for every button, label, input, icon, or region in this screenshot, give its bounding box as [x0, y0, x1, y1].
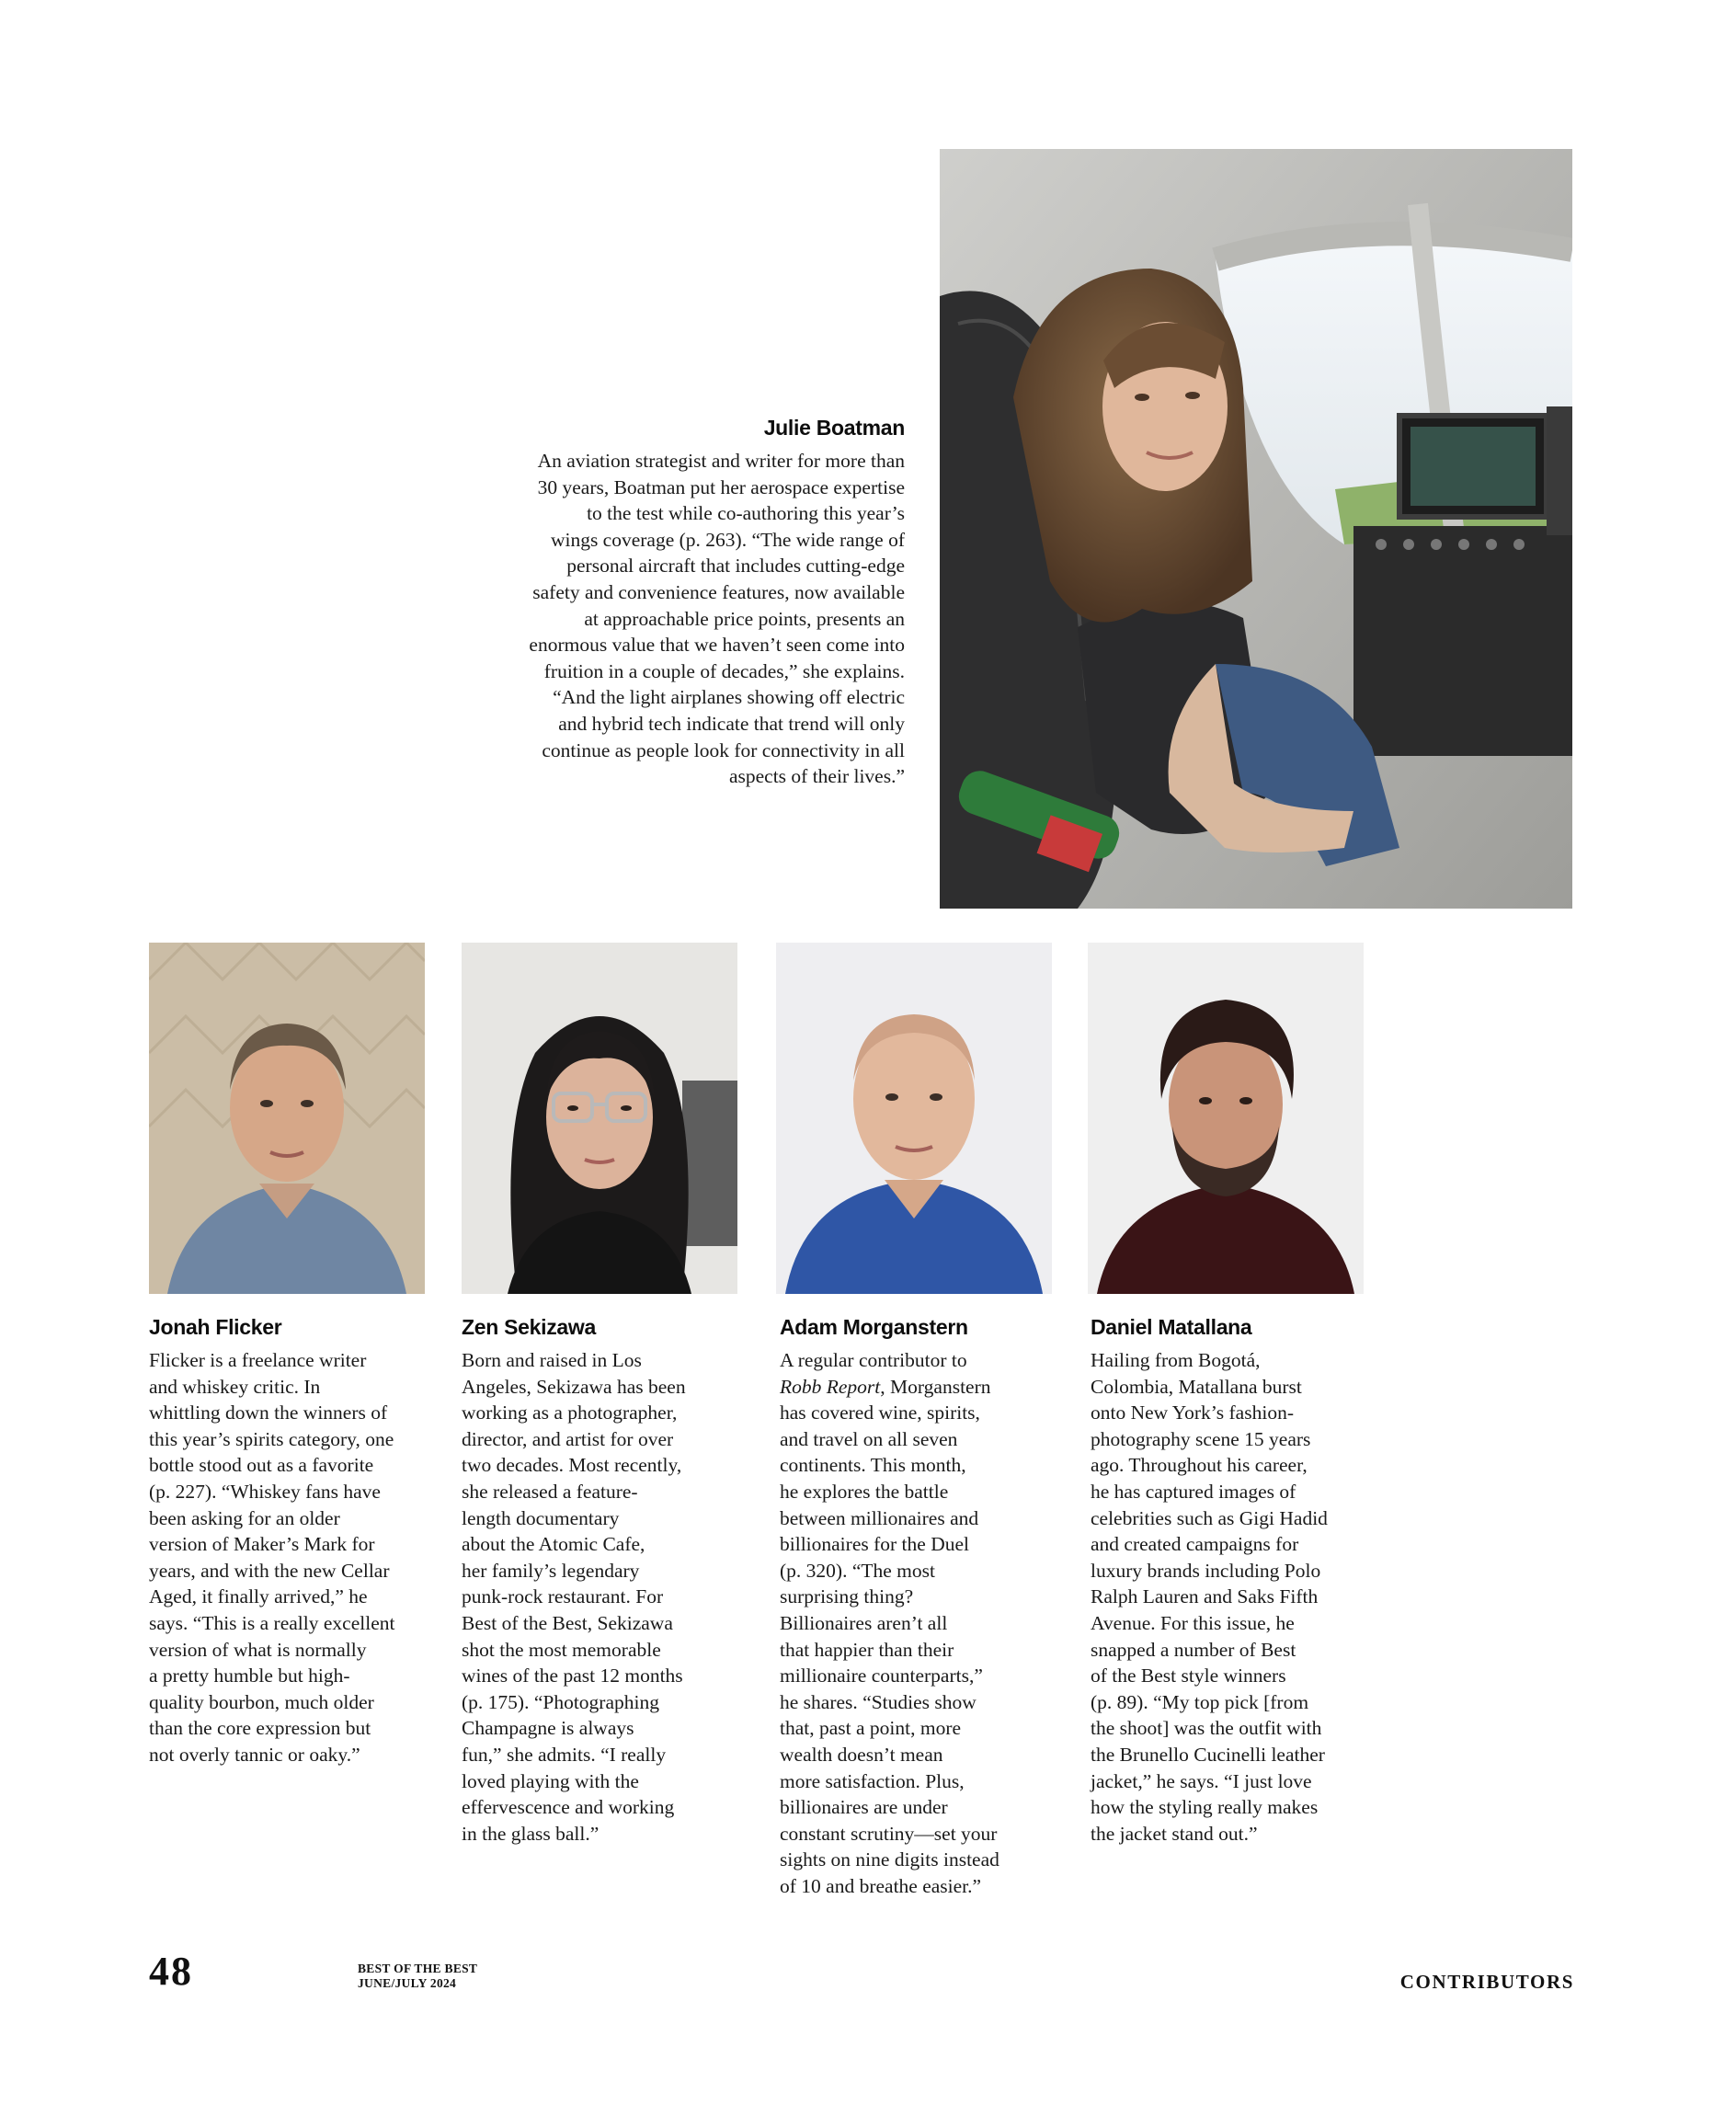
- portrait-illustration: [1088, 943, 1364, 1294]
- bio-line: Colombia, Matallana burst: [1091, 1375, 1302, 1398]
- bio-line: continents. This month,: [780, 1454, 966, 1477]
- bio-line: quality bourbon, much older: [149, 1690, 374, 1713]
- bio-line: luxury brands including Polo: [1091, 1559, 1321, 1582]
- bio-line: she released a feature-: [462, 1480, 638, 1503]
- bio-line: surprising thing?: [780, 1585, 914, 1608]
- contributor-name: Daniel Matallana: [1091, 1315, 1252, 1339]
- bio-line: that happier than their: [780, 1638, 954, 1661]
- bio-line: how the styling really makes: [1091, 1796, 1319, 1819]
- bio-line: (p. 89). “My top pick [from: [1091, 1690, 1309, 1713]
- contributor-bio-column: [780, 1315, 1074, 1899]
- bio-line: has covered wine, spirits,: [780, 1401, 980, 1424]
- bio-line: aspects of their lives.”: [728, 765, 905, 788]
- issue-date: JUNE/JULY 2024: [358, 1976, 457, 1990]
- bio-line: years, and with the new Cellar: [149, 1559, 390, 1582]
- daniel-matallana-photo: [1088, 943, 1364, 1294]
- bio-line: not overly tannic or oaky.”: [149, 1743, 360, 1766]
- bio-line: the jacket stand out.”: [1091, 1822, 1258, 1845]
- contributor-bio-text: [149, 1347, 443, 1768]
- zen-sekizawa-photo: [462, 943, 737, 1294]
- bio-line: Hailing from Bogotá,: [1091, 1349, 1261, 1371]
- bio-line: more satisfaction. Plus,: [780, 1769, 965, 1792]
- bio-line: shot the most memorable: [462, 1638, 661, 1661]
- portrait-illustration: [149, 943, 425, 1294]
- bio-line: whittling down the winners of: [149, 1401, 388, 1424]
- bio-line: that, past a point, more: [780, 1717, 962, 1740]
- bio-line: been asking for an older: [149, 1506, 340, 1529]
- contributor-bio-column: [149, 1315, 443, 1768]
- bio-line: continue as people look for connectivity in all: [542, 738, 905, 761]
- contributor-name: Julie Boatman: [763, 416, 905, 440]
- bio-line: two decades. Most recently,: [462, 1454, 682, 1477]
- bio-line: version of what is normally: [149, 1638, 367, 1661]
- bio-line: in the glass ball.”: [462, 1822, 600, 1845]
- bio-line: working as a photographer,: [462, 1401, 678, 1424]
- bio-line: 30 years, Boatman put her aerospace expertise: [537, 475, 905, 498]
- bio-line: An aviation strategist and writer for more than: [537, 450, 905, 472]
- bio-line: Champagne is always: [462, 1717, 634, 1740]
- publication-info: [358, 1962, 477, 1991]
- bio-line: this year’s spirits category, one: [149, 1427, 394, 1450]
- bio-line: Avenue. For this issue, he: [1091, 1611, 1295, 1634]
- cockpit-illustration: [940, 149, 1572, 909]
- bio-line: a pretty humble but high-: [149, 1665, 350, 1687]
- bio-line: “And the light airplanes showing off electric: [553, 686, 905, 709]
- bio-line: constant scrutiny—set your: [780, 1822, 998, 1845]
- bio-line: between millionaires and: [780, 1506, 979, 1529]
- bio-line: celebrities such as Gigi Hadid: [1091, 1506, 1328, 1529]
- bio-line: and travel on all seven: [780, 1427, 958, 1450]
- bio-line: says. “This is a really excellent: [149, 1611, 395, 1634]
- bio-line: to the test while co-authoring this year’s: [587, 502, 905, 525]
- publication-name: BEST OF THE BEST: [358, 1962, 478, 1975]
- bio-line: effervescence and working: [462, 1796, 675, 1819]
- bio-line: (p. 320). “The most: [780, 1559, 935, 1582]
- bio-line: Angeles, Sekizawa has been: [462, 1375, 686, 1398]
- bio-line: loved playing with the: [462, 1769, 639, 1792]
- bio-line: Ralph Lauren and Saks Fifth: [1091, 1585, 1319, 1608]
- bio-line: billionaires are under: [780, 1796, 948, 1819]
- bio-line: jacket,” he says. “I just love: [1091, 1769, 1312, 1792]
- bio-line: the Brunello Cucinelli leather: [1091, 1743, 1325, 1766]
- bio-line: director, and artist for over: [462, 1427, 674, 1450]
- bio-line: he explores the battle: [780, 1480, 949, 1503]
- bio-line: personal aircraft that includes cutting-edge: [566, 555, 905, 578]
- bio-line: at approachable price points, presents an: [584, 607, 905, 630]
- contributor-bio-text: [780, 1347, 1074, 1899]
- bio-line: onto New York’s fashion-: [1091, 1401, 1294, 1424]
- page-number: 48: [149, 1949, 193, 1994]
- portrait-illustration: [462, 943, 737, 1294]
- bio-line: Aged, it finally arrived,” he: [149, 1585, 368, 1608]
- bio-line: wealth doesn’t mean: [780, 1743, 943, 1766]
- bio-line: Best of the Best, Sekizawa: [462, 1611, 673, 1634]
- contributor-name: Zen Sekizawa: [462, 1315, 596, 1339]
- bio-line: enormous value that we haven’t seen come into: [529, 634, 905, 657]
- julie-boatman-photo: [940, 149, 1572, 909]
- bio-line: than the core expression but: [149, 1717, 371, 1740]
- bio-line: sights on nine digits instead: [780, 1848, 999, 1871]
- bio-line: fruition in a couple of decades,” she explains.: [543, 659, 905, 682]
- contributor-bio-text: [1091, 1347, 1385, 1847]
- bio-line: fun,” she admits. “I really: [462, 1743, 667, 1766]
- bio-line: (p. 227). “Whiskey fans have: [149, 1480, 381, 1503]
- bio-line: the shoot] was the outfit with: [1091, 1717, 1322, 1740]
- bio-line: snapped a number of Best: [1091, 1638, 1296, 1661]
- bio-line: Born and raised in Los: [462, 1349, 642, 1371]
- bio-line: (p. 175). “Photographing: [462, 1690, 659, 1713]
- section-title: CONTRIBUTORS: [1399, 1971, 1574, 1993]
- bio-line: length documentary: [462, 1506, 620, 1529]
- bio-line-rest: , Morganstern: [880, 1375, 991, 1398]
- adam-morganstern-photo: [776, 943, 1052, 1294]
- contributor-bio-column: [1091, 1315, 1385, 1847]
- contributor-name: Adam Morganstern: [780, 1315, 968, 1339]
- bio-line: he shares. “Studies show: [780, 1690, 976, 1713]
- publication-title: Robb Report: [780, 1375, 881, 1398]
- bio-line: wings coverage (p. 263). “The wide range of: [550, 528, 905, 551]
- bio-line: and created campaigns for: [1091, 1533, 1299, 1556]
- bio-line: photography scene 15 years: [1091, 1427, 1311, 1450]
- jonah-flicker-photo: [149, 943, 425, 1294]
- bio-line: and hybrid tech indicate that trend will only: [558, 712, 905, 735]
- contributor-bio-text: [462, 1347, 756, 1847]
- bio-line: of 10 and breathe easier.”: [780, 1874, 982, 1897]
- portrait-illustration: [776, 943, 1052, 1294]
- bio-line: bottle stood out as a favorite: [149, 1454, 374, 1477]
- bio-line: millionaire counterparts,”: [780, 1665, 983, 1687]
- bio-line: safety and convenience features, now available: [532, 580, 905, 603]
- bio-line: Billionaires aren’t all: [780, 1611, 948, 1634]
- contributor-bio-text: [451, 448, 905, 790]
- bio-line: billionaires for the Duel: [780, 1533, 969, 1556]
- bio-line: [780, 1374, 1074, 1401]
- bio-line: of the Best style winners: [1091, 1665, 1286, 1687]
- bio-line: about the Atomic Cafe,: [462, 1533, 645, 1556]
- bio-line: her family’s legendary: [462, 1559, 640, 1582]
- bio-line: version of Maker’s Mark for: [149, 1533, 375, 1556]
- bio-line: Flicker is a freelance writer: [149, 1349, 367, 1371]
- bio-line: wines of the past 12 months: [462, 1665, 683, 1687]
- bio-line: punk-rock restaurant. For: [462, 1585, 664, 1608]
- bio-line: and whiskey critic. In: [149, 1375, 321, 1398]
- contributor-bio-column: [462, 1315, 756, 1847]
- bio-line: A regular contributor to: [780, 1349, 967, 1371]
- feature-contributor-bio: [451, 416, 905, 790]
- contributor-name: Jonah Flicker: [149, 1315, 282, 1339]
- bio-line: he has captured images of: [1091, 1480, 1296, 1503]
- bio-line: ago. Throughout his career,: [1091, 1454, 1308, 1477]
